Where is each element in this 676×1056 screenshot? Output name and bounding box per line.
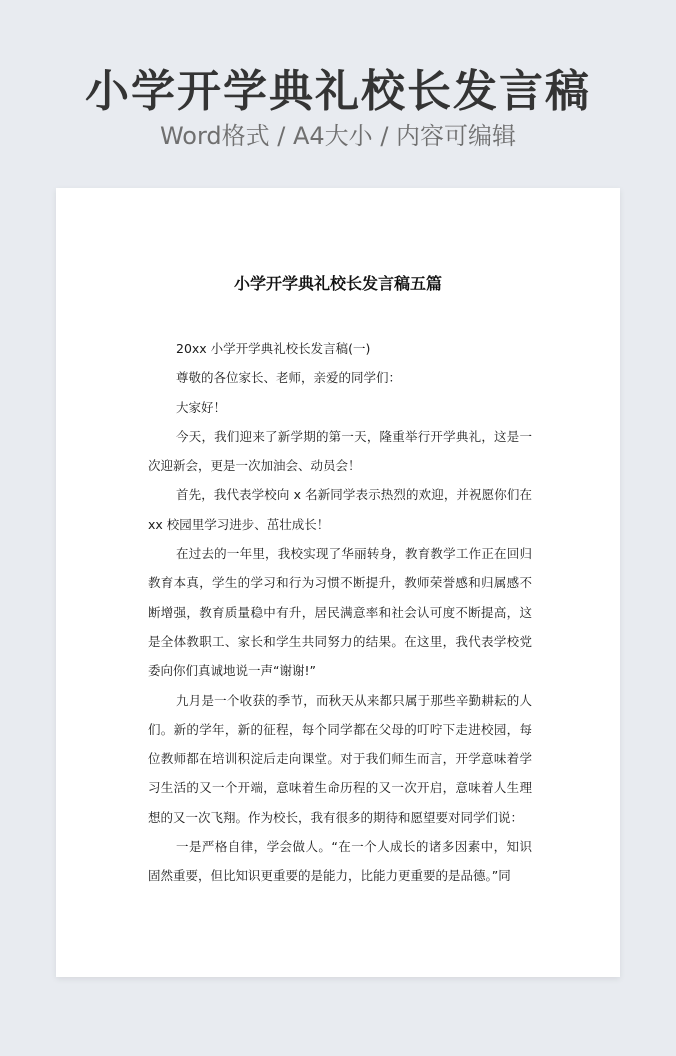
paragraph: 首先，我代表学校向 x 名新同学表示热烈的欢迎，并祝愿你们在 xx 校园里学习进步、茁壮成长！ <box>148 487 532 532</box>
document-body <box>148 334 532 891</box>
banner-subtitle: Word格式 / A4大小 / 内容可编辑 <box>159 122 517 150</box>
paragraph: 尊敬的各位家长、老师，亲爱的同学们： <box>176 370 402 386</box>
paragraph: 在过去的一年里，我校实现了华丽转身，教育教学工作正在回归教育本真，学生的学习和行为习惯不断提升，教师荣誉感和归属感不断增强，教育质量稳中有升，居民满意率和社会认可度不断提高，这是全体教职工、家长和学生共同努力的结果。在这里，我代表学校党委向你们真诚地说一声“谢谢!” <box>148 546 532 679</box>
paragraph: 今天，我们迎来了新学期的第一天，隆重举行开学典礼，这是一次迎新会，更是一次加油会、动员会！ <box>148 428 532 474</box>
document-page <box>56 188 620 977</box>
paragraph: 九月是一个收获的季节，而秋天从来都只属于那些辛勤耕耘的人们。新的学年，新的征程，每个同学都在父母的叮咛下走进校园，每位教师都在培训积淀后走向课堂。对于我们师生而言，开学意味着学习生活的又一个开端，意味着生命历程的又一次开启，意味着人生理想的又一次飞翔。作为校长，我有很多的期待和愿望要对同学们说： <box>148 692 532 825</box>
paragraph: 大家好！ <box>176 399 227 415</box>
document-title: 小学开学典礼校长发言稿五篇 <box>233 274 442 293</box>
paragraph: 20xx 小学开学典礼校长发言稿(一) <box>176 341 371 356</box>
banner-title: 小学开学典礼校长发言稿 <box>85 66 591 117</box>
paragraph: 一是严格自律，学会做人。“在一个人成长的诸多因素中，知识固然重要，但比知识更重要的是能力，比能力更重要的是品德。”同 <box>148 839 532 884</box>
